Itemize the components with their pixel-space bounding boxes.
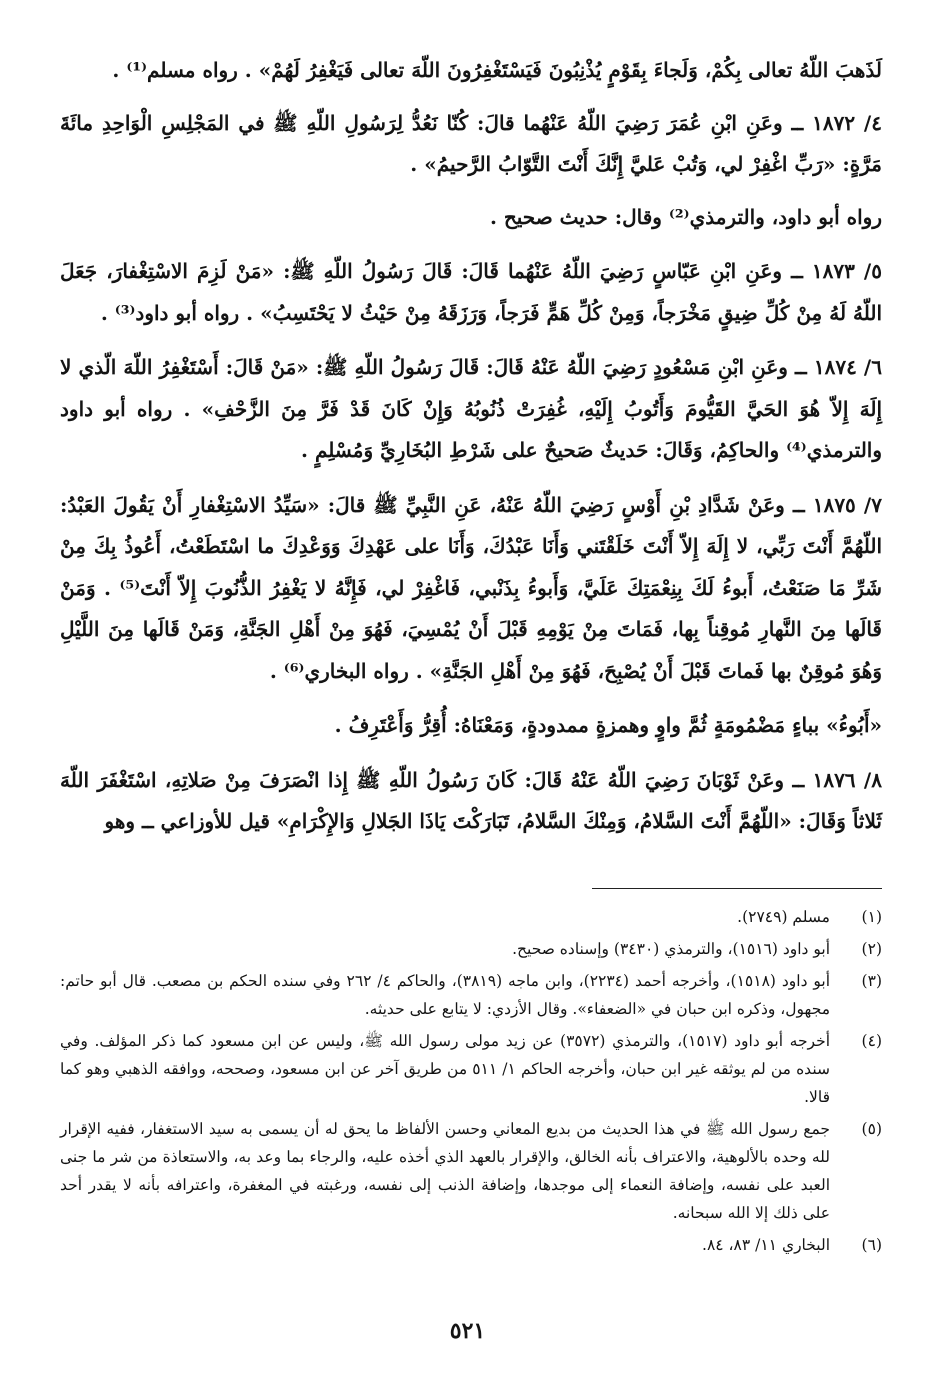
hadith-1872: ٤/ ١٨٧٢ ــ وعَنِ ابْنِ عُمَرَ رَضِيَ اللّهُ عَنْهُما قالَ: كُنّا نَعُدُّ لِرَسُولِ اللّهِ ﷺ في المَجْلِسِ الْوَاحِدِ مائَةَ مَرَّةٍ: «رَبِّ اغْفِرْ لي، وَتُبْ عَليَّ إِنَّكَ أَنْتَ التَّوّابُ الرَّحيمُ» . <box>60 110 882 176</box>
footnote-number: (٢) <box>861 940 882 958</box>
footnote-number: (١) <box>861 908 882 926</box>
hadith-1875: ٧/ ١٨٧٥ ــ وعَنْ شَدَّادِ بْنِ أَوْسٍ رَضِيَ اللّهُ عَنْهُ، عَنِ النَّبِيِّ ﷺ قالَ: «سَيِّدُ الاسْتِغْفارِ أَنْ يَقُولَ العَبْدُ: اللّهُمَّ أَنْتَ رَبِّي، لا إِلَهَ إِلاّ أَنْتَ خَلَقْتَني وَأَنَا عَبْدُكَ، وَأَنَا على عَهْدِكَ وَوَعْدِكَ ما اسْتَطَعْتُ، أَعُوذُ بِكَ مِنْ شَرِّ مَا صَنَعْتُ، أَبوءُ لَكَ بِنِعْمَتِكَ عَلَيَّ، وَأَبوءُ بِذَنْبي، فَاغْفِرْ لي، فَإِنَّهُ لا يَغْفِرُ الذُّنُوبَ إِلاّ أَنْتَ⁽⁵⁾ . وَمَنْ قَالَها مِنَ النَّهارِ مُوقِناً بِها، فَمَاتَ مِنْ يَوْمِهِ قَبْلَ أَنْ يُمْسِيَ، فَهُوَ مِنْ أَهْلِ الجَنَّةِ، وَمَنْ قَالَها مِنَ اللَّيْلِ وَهُوَ مُوقِنٌ بها فَماتَ قَبْلَ أَنْ يُصْبِحَ، فَهُوَ مِنْ أَهْلِ الجَنَّةِ» . رواه البخاري⁽⁶⁾ . <box>60 492 882 683</box>
footnote-number: (٤) <box>861 1032 882 1050</box>
footnote-text: أبو داود (١٥١٦)، والترمذي (٣٤٣٠) وإسناده صحيح. <box>512 940 830 958</box>
footnote-text: مسلم (٢٧٤٩). <box>737 908 830 926</box>
hadith-1876: ٨/ ١٨٧٦ ــ وعَنْ ثَوْبَانَ رَضِيَ اللّهُ عَنْهُ قَالَ: كَانَ رَسُولُ اللّهِ ﷺ إِذا انْصَرَفَ مِنْ صَلاتِهِ، اسْتَغْفَرَ اللّهَ ثَلاثاً وَقَالَ: «اللّهُمَّ أَنْتَ السَّلامُ، وَمِنْكَ السَّلامُ، تَبَارَكْتَ يَاذَا الجَلالِ وَالإِكْرَامِ» قيل للأوزاعي ــ وهو <box>60 767 882 833</box>
footnote-5 <box>60 1115 882 1227</box>
footnote-text: أبو داود (١٥١٨)، وأخرجه أحمد (٢٢٣٤)، وابن ماجه (٣٨١٩)، والحاكم ٤/ ٢٦٢ وفي سنده الحكم بن مصعب. قال أبو حاتم: مجهول، وذكره ابن حبان في «الضعفاء». وقال الأزدي: لا يتابع على حديثه. <box>60 972 830 1018</box>
footnote-number: (٦) <box>861 1236 882 1254</box>
footnote-number: (٥) <box>861 1120 882 1138</box>
paragraph-continuation: لَذَهبَ اللّهُ تعالى بِكُمْ، وَلَجاءَ بِقَوْمٍ يُذْنِبُونَ فَيَسْتَغْفِرُونَ اللّهَ تعالى فَيَغْفِرُ لَهُمْ» . رواه مسلم⁽¹⁾ . <box>112 58 882 82</box>
footnote-3 <box>60 967 882 1023</box>
hadith-1874: ٦/ ١٨٧٤ ــ وعَنِ ابْنِ مَسْعُودٍ رَضِيَ اللّهُ عَنْهُ قَالَ: قَالَ رَسُولُ اللّهِ ﷺ: «مَنْ قَالَ: أَسْتَغْفِرُ اللّهَ الّذي لا إِلَهَ إِلاّ هُوَ الحَيَّ القَيُّومَ وَأَتُوبُ إِلَيْهِ، غُفِرَتْ ذُنُوبُهُ وَإِنْ كَانَ قَدْ فَرَّ مِنَ الزَّحْفِ» . رواه أبو داود والترمذي⁽⁴⁾ والحاكِمُ، وَقَالَ: حَديثٌ صَحيحٌ على شَرْطِ البُخَارِيِّ وَمُسْلِمٍ . <box>60 355 882 462</box>
footnote-number: (٣) <box>861 972 882 990</box>
footnote-6 <box>60 1231 882 1259</box>
footnote-text: أخرجه أبو داود (١٥١٧)، والترمذي (٣٥٧٢) عن زيد مولى رسول الله ﷺ، وليس عن ابن مسعود كما ذكر المؤلف. وفي سنده من لم يوثقه غير ابن حبان، وأخرجه الحاكم ١/ ٥١١ من طريق آخر عن ابن مسعود، وصححه، ووافقه الذهبي وهو كما قالا. <box>60 1032 830 1106</box>
footnote-text: البخاري ١١/ ٨٣، ٨٤. <box>702 1236 830 1254</box>
footnote-4 <box>60 1027 882 1111</box>
footnote-1 <box>60 903 882 931</box>
footnote-2 <box>60 935 882 963</box>
main-text <box>60 50 882 854</box>
footnote-separator <box>592 888 882 889</box>
footnotes <box>60 903 882 1263</box>
hadith-1872-source: رواه أبو داود، والترمذي⁽²⁾ وقال: حديث صحيح . <box>489 204 882 229</box>
footnote-text: جمع رسول الله ﷺ في هذا الحديث من بديع المعاني وحسن الألفاظ ما يحق له أن يسمى به سيد الاستغفار، ففيه الإقرار لله وحده بالألوهية، والاعتراف بأنه الخالق، والإقرار بالعهد الذي أخذه عليه، والرجاء بما وعد به، والاستعاذة من شر ما جنى العبد على نفسه، وإضافة النعماء إلى موجدها، وإضافة الذنب إلى نفسه، ورغبته في المغفرة، واعترافه بأنه لا يقدر أحد على ذلك إلا الله سبحانه. <box>60 1120 830 1222</box>
hadith-1873: ٥/ ١٨٧٣ ــ وعَنِ ابْنِ عَبّاسٍ رَضِيَ اللّهُ عَنْهُما قَالَ: قَالَ رَسُولُ اللّهِ ﷺ: «مَنْ لَزِمَ الاسْتِغْفارَ، جَعَلَ اللّهُ لَهُ مِنْ كُلِّ ضِيقٍ مَخْرَجاً، وَمِنْ كُلِّ هَمٍّ فَرَجاً، وَرَزَقَهُ مِنْ حَيْثُ لا يَحْتَسِبُ» . رواه أبو داود⁽³⁾ . <box>60 259 882 325</box>
page-number: ٥٢١ <box>449 1318 486 1344</box>
explanation-abu-u: «أَبُوءُ» بباءٍ مَضْمُومَةٍ ثُمَّ واوٍ وهمزةٍ ممدودةٍ، وَمَعْنَاهُ: أُقِرُّ وَأَعْتَرِفُ . <box>334 713 882 737</box>
